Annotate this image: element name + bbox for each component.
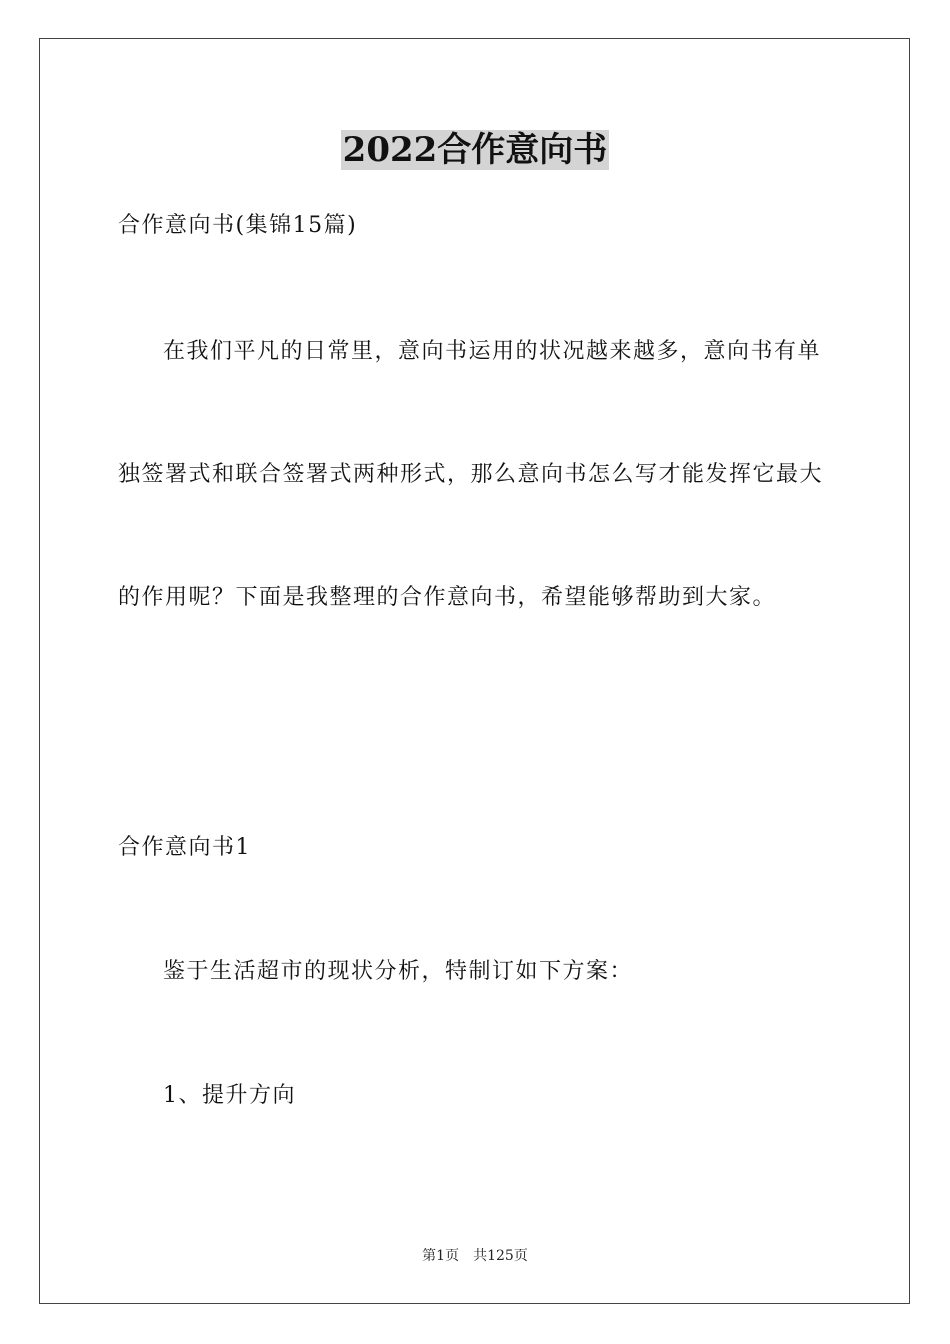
section-heading: 合作意向书1	[118, 835, 251, 860]
document-title	[0, 128, 950, 172]
document-subtitle: 合作意向书(集锦15篇)	[118, 213, 358, 238]
document-title-text: 2022合作意向书	[342, 130, 608, 170]
intro-line-2: 独签署式和联合签署式两种形式，那么意向书怎么写才能发挥它最大	[118, 462, 824, 487]
page-number: 第1页	[422, 1248, 460, 1264]
page-total: 共125页	[473, 1248, 528, 1264]
page-footer	[0, 1246, 950, 1266]
intro-line-1: 在我们平凡的日常里，意向书运用的状况越来越多，意向书有单	[163, 339, 822, 364]
list-item-1: 1、提升方向	[163, 1083, 296, 1108]
section-intro: 鉴于生活超市的现状分析，特制订如下方案：	[163, 959, 634, 984]
intro-line-3: 的作用呢？下面是我整理的合作意向书，希望能够帮助到大家。	[118, 585, 777, 610]
